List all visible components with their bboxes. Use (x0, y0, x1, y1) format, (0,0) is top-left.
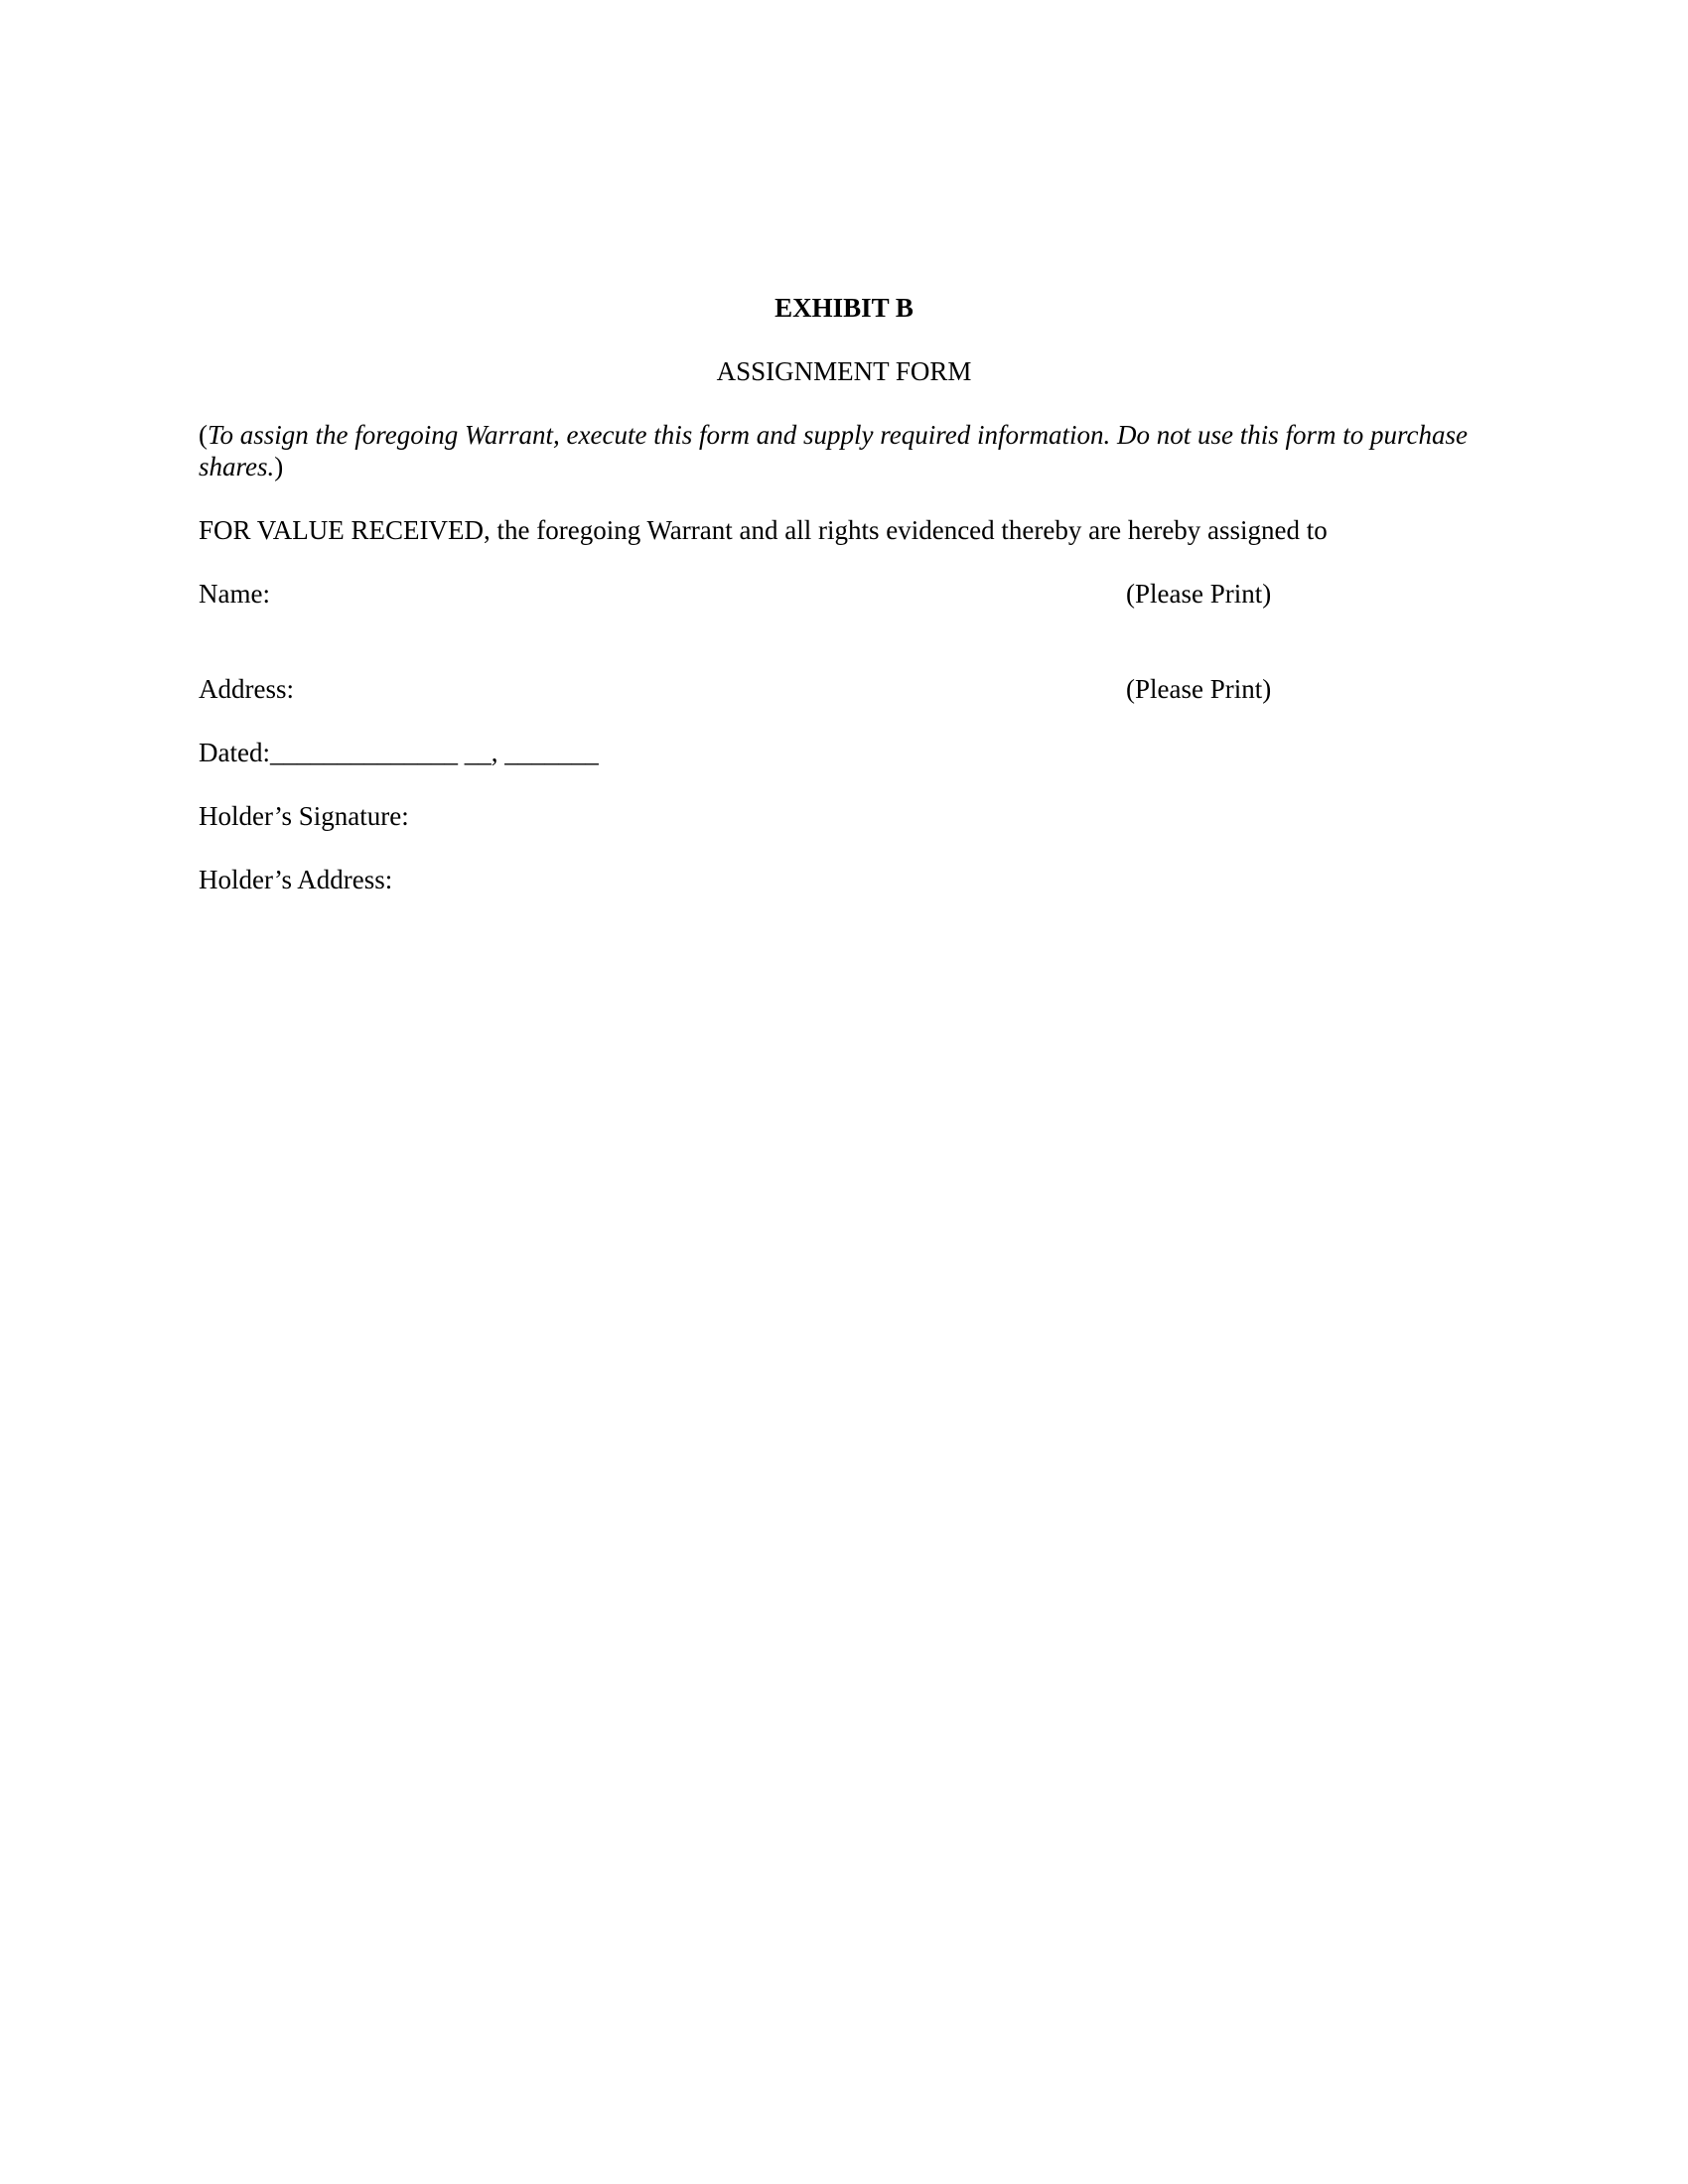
instruction-text: To assign the foregoing Warrant, execute this form and supply required information. Do not use this form to purchase shares. (199, 420, 1468, 481)
instruction-open-paren: ( (199, 420, 208, 450)
instruction-paragraph (199, 419, 1509, 482)
holder-address-label: Holder’s Address: (199, 865, 393, 894)
grant-statement: FOR VALUE RECEIVED, the foregoing Warrant and all rights evidenced thereby are hereby assigned to (199, 515, 1328, 545)
instruction-close-paren: ) (274, 452, 284, 481)
exhibit-title: EXHIBIT B (774, 293, 914, 323)
address-please-print-note: (Please Print) (1126, 674, 1272, 704)
dated-field: Dated:______________ __, _______ (199, 738, 599, 767)
holder-signature-label: Holder’s Signature: (199, 801, 409, 831)
name-please-print-note: (Please Print) (1126, 579, 1272, 609)
name-label: Name: (199, 579, 270, 609)
form-subtitle: ASSIGNMENT FORM (716, 356, 972, 386)
address-label: Address: (199, 674, 294, 704)
